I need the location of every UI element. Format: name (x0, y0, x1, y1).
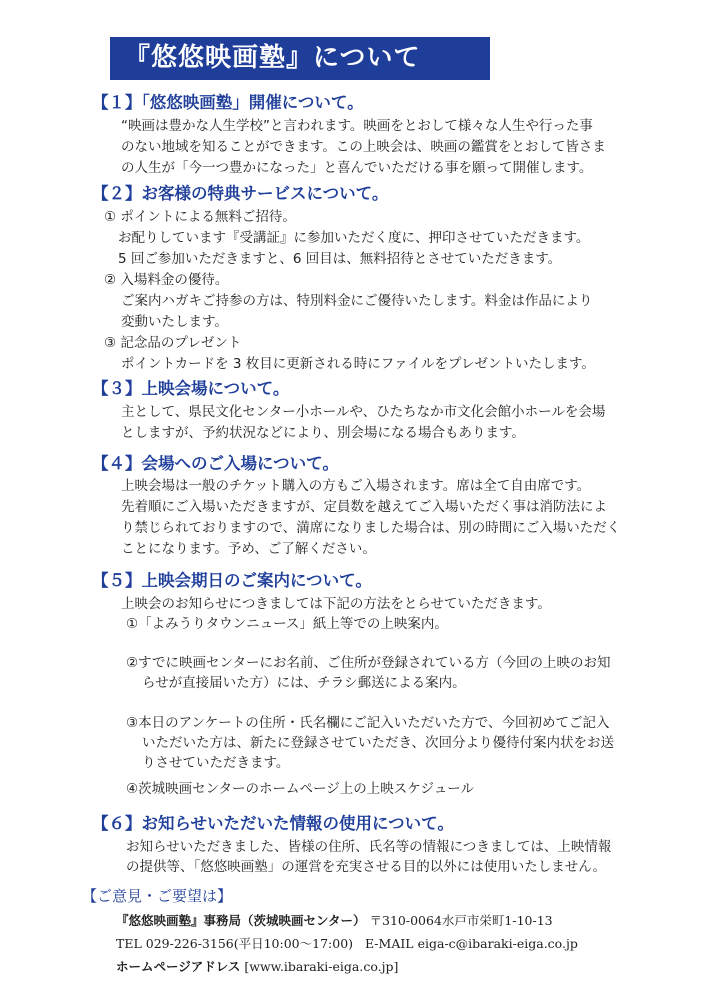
section-5-line-3: ②すでに映画センターにお名前、ご住所が登録されている方（今回の上映のお知 (126, 655, 611, 671)
section-5-line-8: ④茨城映画センターのホームページ上の上映スケジュール (126, 781, 474, 797)
section-5-line-7: りさせていただきます。 (142, 755, 290, 771)
contact-homepage-line (116, 958, 398, 976)
section-2-heading: 【２】お客様の特典サービスについて。 (92, 184, 389, 203)
section-5-heading: 【５】上映会期日のご案内について。 (92, 571, 372, 590)
section-5-line-2: ①「よみうりタウンニュース」紙上等での上映案内。 (126, 616, 448, 632)
section-4-heading: 【４】会場へのご入場について。 (92, 454, 339, 473)
section-3-line-1: 主として、県民文化センター小ホールや、ひたちなか市文化会館小ホールを会場 (121, 404, 606, 420)
section-4-line-3: り禁じられておりますので、満席になりました場合は、別の時間にご入場いただく (121, 520, 621, 536)
section-1-line-1: “映画は豊かな人生学校”と言われます。映画をとおして様々な人生や行った事 (121, 118, 593, 134)
section-1-line-2: のない地域を知ることができます。この上映会は、映画の鑑賞をとおして皆さま (121, 139, 606, 155)
section-2-line-2: お配りしています『受講証』に参加いただく度に、押印させていただきます。 (118, 230, 590, 246)
contact-office-line (116, 912, 553, 930)
section-4-line-4: ことになります。予め、ご了解ください。 (121, 541, 376, 557)
section-5-line-4: らせが直接届いた方）には、チラシ郵送による案内。 (142, 675, 466, 691)
section-2-line-6: 変動いたします。 (121, 314, 228, 330)
section-4-line-2: 先着順にご入場いただきますが、定員数を越えてご入場いただく事は消防法によ (121, 499, 607, 515)
contact-title: 【ご意見・ご要望は】 (82, 887, 233, 905)
section-1-line-3: の人生が「今一つ豊かになった」と喜んでいただける事を願って開催します。 (121, 160, 593, 176)
tel-number: 029-226-3156(平日10:00～17:00) (145, 936, 354, 951)
contact-address: 〒310-0064水戸市栄町1-10-13 (369, 913, 553, 928)
contact-phone-line (116, 935, 578, 953)
homepage-label: ホームページアドレス (116, 959, 241, 974)
section-5-line-5: ③本日のアンケートの住所・氏名欄にご記入いただいた方で、今回初めてご記入 (126, 715, 610, 731)
section-3-line-2: としますが、予約状況などにより、別会場になる場合もあります。 (121, 425, 525, 441)
section-5-line-1: 上映会のお知らせにつきましては下記の方法をとらせていただきます。 (121, 596, 551, 612)
section-2-line-1: ① ポイントによる無料ご招待。 (104, 209, 296, 225)
email-address[interactable]: eiga-c@ibaraki-eiga.co.jp (417, 936, 578, 951)
homepage-url[interactable]: [www.ibaraki-eiga.co.jp] (244, 959, 399, 974)
section-3-heading: 【３】上映会場について。 (92, 379, 290, 398)
tel-label: TEL (116, 936, 142, 951)
section-4-line-1: 上映会場は一般のチケット購入の方もご入場されます。席は全て自由席です。 (121, 478, 591, 494)
section-5-line-6: いただいた方は、新たに登録させていただき、次回分より優待付案内状をお送 (142, 735, 614, 751)
section-2-line-5: ご案内ハガキご持参の方は、特別料金にご優待いたします。料金は作品により (121, 293, 593, 309)
section-2-line-8: ポイントカードを 3 枚目に更新される時にファイルをプレゼントいたします。 (121, 356, 595, 372)
section-2-line-4: ② 入場料金の優待。 (104, 272, 229, 288)
section-2-line-3: 5 回ご参加いただきますと、6 回目は、無料招待とさせていただきます。 (118, 251, 562, 267)
email-label: E-MAIL (364, 936, 414, 951)
contact-office: 『悠悠映画塾』事務局（茨城映画センター） (116, 913, 366, 928)
section-2-line-7: ③ 記念品のプレゼント (104, 335, 242, 351)
section-1-heading: 【１】「悠悠映画塾」開催について。 (92, 93, 364, 112)
section-6-line-1: お知らせいただきました、皆様の住所、氏名等の情報につきましては、上映情報 (126, 839, 612, 855)
page-title: 『悠悠映画塾』について (110, 37, 490, 80)
section-6-heading: 【６】お知らせいただいた情報の使用について。 (92, 814, 454, 833)
section-6-line-2: の提供等、「悠悠映画塾」の運営を充実させる目的以外には使用いたしません。 (126, 859, 607, 875)
